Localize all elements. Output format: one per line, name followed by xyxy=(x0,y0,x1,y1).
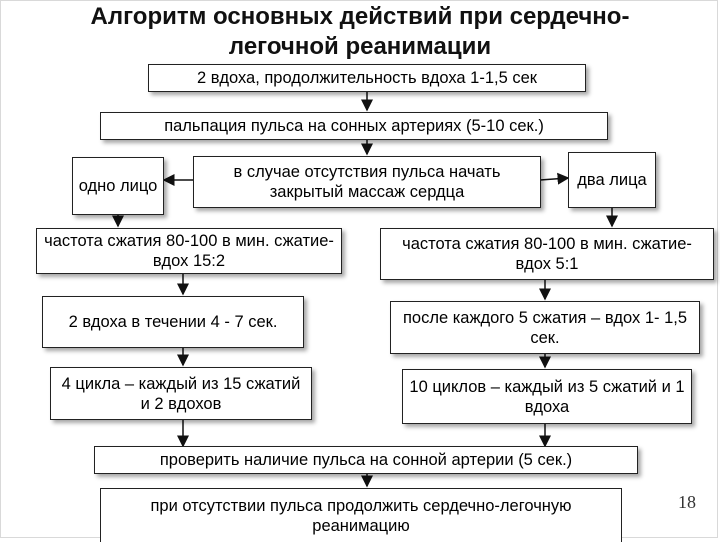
title-line-1: Алгоритм основных действий при сердечно- xyxy=(90,3,630,30)
step-start-compressions xyxy=(193,156,541,208)
page-number: 18 xyxy=(678,492,696,512)
step-one-person-text: одно лицо xyxy=(78,177,158,195)
title-line-2: легочной реанимации xyxy=(228,33,492,60)
step-pulse-palpation-text: пальпация пульса на сонных артериях (5-10 сек.) xyxy=(164,117,544,135)
step-two-breaths xyxy=(148,64,586,92)
step-recheck-pulse-text: проверить наличие пульса на сонной артерии (5 сек.) xyxy=(159,451,573,469)
step-breaths-one xyxy=(42,296,304,348)
step-cycles-one xyxy=(50,367,312,420)
step-cycles-two-text: 10 циклов – каждый из 5 сжатий и 1 вдоха xyxy=(409,377,685,416)
step-pulse-palpation xyxy=(100,112,608,140)
step-two-persons xyxy=(568,152,656,208)
step-one-person xyxy=(72,157,164,215)
step-continue-cpr-text: при отсутствии пульса продолжить сердечно-легочную реанимацию xyxy=(150,496,572,535)
step-cycles-one-text: 4 цикла – каждый из 15 сжатий и 2 вдохов xyxy=(61,374,301,413)
step-rate-two xyxy=(380,228,714,280)
step-two-persons-text: два лица xyxy=(577,171,647,189)
step-breaths-two-text: после каждого 5 сжатия – вдох 1- 1,5 сек. xyxy=(402,308,688,347)
step-rate-one xyxy=(36,228,342,274)
arrow-nopulse-to-two xyxy=(540,178,568,180)
step-cycles-two xyxy=(402,369,692,424)
step-breaths-one-text: 2 вдоха в течении 4 - 7 сек. xyxy=(68,313,278,331)
step-start-compressions-text: в случае отсутствия пульса начать закрытый массаж сердца xyxy=(233,163,501,201)
step-continue-cpr xyxy=(100,488,622,542)
step-rate-one-text: частота сжатия 80-100 в мин. сжатие-вдох 15:2 xyxy=(44,232,334,270)
step-two-breaths-text: 2 вдоха, продолжительность вдоха 1-1,5 сек xyxy=(197,69,537,87)
step-breaths-two xyxy=(390,301,700,354)
step-rate-two-text: частота сжатия 80-100 в мин. сжатие-вдох 5:1 xyxy=(402,235,692,273)
step-recheck-pulse xyxy=(94,446,638,474)
